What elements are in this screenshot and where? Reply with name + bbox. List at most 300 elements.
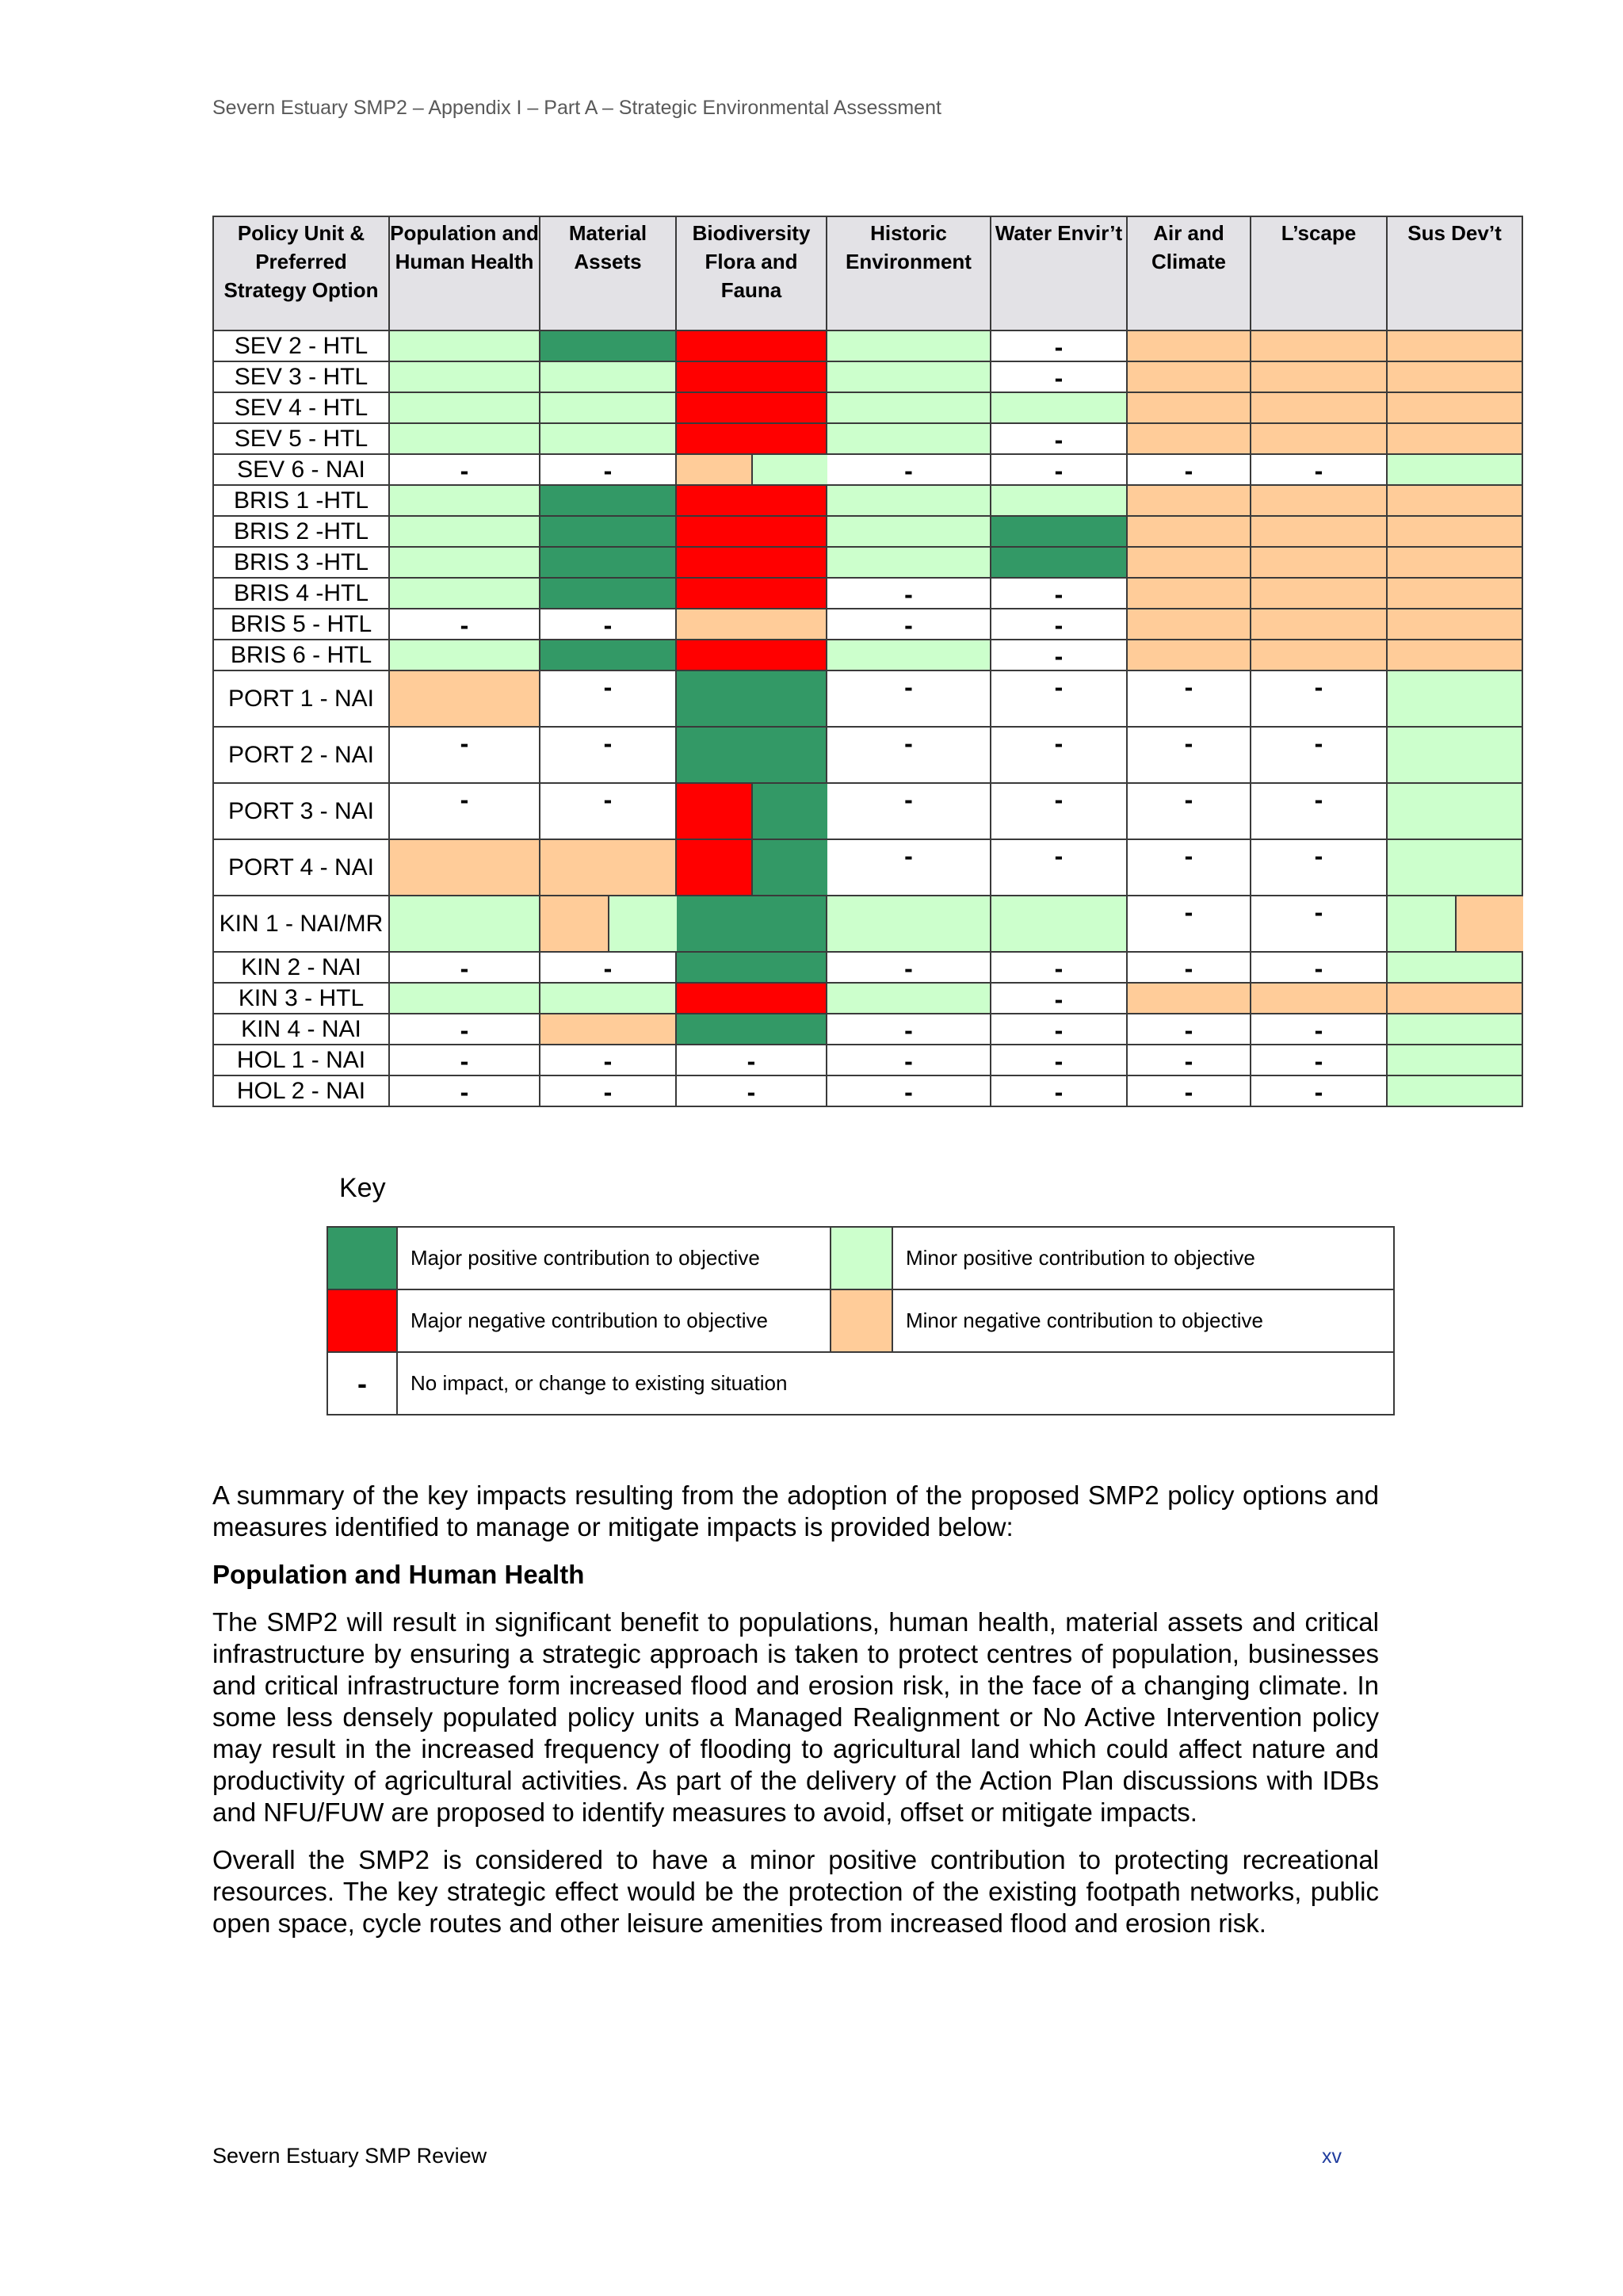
rating-fill	[1128, 393, 1250, 422]
no-impact-mark: -	[603, 611, 613, 640]
rating-fill	[540, 362, 675, 392]
no-impact-mark: -	[1054, 364, 1064, 392]
rating-fill	[1251, 640, 1386, 670]
policy-unit-cell: SEV 4 - HTL	[213, 392, 389, 423]
no-impact-mark: -	[904, 1078, 913, 1106]
no-impact-mark: -	[904, 729, 913, 758]
assessment-cell	[827, 983, 991, 1014]
table-row	[213, 361, 1522, 392]
assessment-cell	[1387, 454, 1522, 485]
col-header: Biodiversity Flora and Fauna	[676, 216, 827, 330]
assessment-cell	[827, 609, 991, 640]
assessment-cell	[991, 330, 1127, 361]
no-impact-mark: -	[460, 1047, 469, 1075]
rating-fill	[677, 671, 826, 726]
no-impact-symbol: -	[327, 1352, 397, 1415]
assessment-cell	[1387, 839, 1522, 896]
assessment-cell	[1387, 983, 1522, 1014]
policy-unit-cell: BRIS 2 -HTL	[213, 516, 389, 547]
assessment-cell	[827, 1075, 991, 1106]
rating-fill	[1251, 331, 1386, 361]
policy-unit-cell: KIN 1 - NAI/MR	[213, 896, 389, 952]
rating-fill	[1128, 548, 1250, 577]
assessment-cell	[1127, 516, 1251, 547]
table-row	[213, 983, 1522, 1014]
assessment-cell	[1127, 609, 1251, 640]
rating-fill	[390, 362, 539, 392]
assessment-cell	[389, 361, 540, 392]
assessment-cell	[991, 783, 1127, 839]
col-header: Historic Environment	[827, 216, 991, 330]
assessment-cell	[1387, 896, 1522, 952]
assessment-cell	[540, 361, 676, 392]
rating-fill	[390, 579, 539, 608]
rating-fill	[390, 393, 539, 422]
rating-fill	[751, 840, 827, 895]
assessment-cell	[676, 1045, 827, 1075]
matrix-body	[213, 330, 1522, 1106]
assessment-cell	[1127, 1045, 1251, 1075]
assessment-cell	[827, 578, 991, 609]
rating-fill	[1388, 984, 1522, 1013]
assessment-cell	[1387, 727, 1522, 783]
assessment-cell	[389, 952, 540, 983]
assessment-cell	[1127, 392, 1251, 423]
assessment-cell	[1387, 783, 1522, 839]
assessment-cell	[1127, 896, 1251, 952]
rating-fill	[1128, 486, 1250, 515]
table-row	[213, 952, 1522, 983]
assessment-cell	[1387, 423, 1522, 454]
table-row	[213, 485, 1522, 516]
assessment-cell	[991, 952, 1127, 983]
rating-fill	[677, 896, 826, 951]
assessment-cell	[827, 640, 991, 670]
rating-fill	[1388, 728, 1522, 782]
body-paragraph: The SMP2 will result in significant benefit to populations, human health, material assets and critical infrastructure by ensuring a strategic approach is taken to protect centres of population, businesses and critical infrastructure form increased flood and erosion risk, in the face of a changing climate. In some less densely populated policy units a Managed Realignment or No Active Intervention policy may result in the increased frequency of flooding to agricultural land which could affect nature and productivity of agricultural activities. As part of the delivery of the Action Plan discussions with IDBs and NFU/FUW are proposed to identify measures to avoid, offset or mitigate impacts.	[212, 1607, 1379, 1827]
assessment-cell	[827, 783, 991, 839]
col-header: Population and Human Health	[389, 216, 540, 330]
table-row	[213, 670, 1522, 727]
assessment-cell	[827, 839, 991, 896]
no-impact-mark: -	[1314, 898, 1323, 926]
assessment-cell	[676, 547, 827, 578]
rating-fill	[540, 548, 675, 577]
rating-fill	[1128, 640, 1250, 670]
assessment-cell	[991, 547, 1127, 578]
assessment-cell	[827, 330, 991, 361]
assessment-cell	[991, 983, 1127, 1014]
rating-fill	[1388, 609, 1522, 639]
no-impact-mark: -	[1314, 457, 1323, 485]
assessment-cell	[1387, 516, 1522, 547]
rating-fill	[540, 331, 675, 361]
assessment-cell	[676, 670, 827, 727]
rating-fill	[1388, 548, 1522, 577]
assessment-cell	[389, 454, 540, 485]
assessment-cell	[540, 516, 676, 547]
assessment-cell	[389, 392, 540, 423]
assessment-cell	[389, 1075, 540, 1106]
no-impact-mark: -	[904, 842, 913, 870]
rating-fill	[677, 840, 751, 895]
assessment-cell	[827, 727, 991, 783]
assessment-cell	[676, 578, 827, 609]
rating-fill	[1388, 362, 1522, 392]
header-row	[213, 216, 1522, 330]
rating-fill	[1251, 517, 1386, 546]
assessment-matrix	[212, 216, 1523, 1107]
assessment-cell	[1251, 485, 1387, 516]
rating-fill	[540, 640, 675, 670]
rating-fill	[1388, 896, 1455, 951]
assessment-cell	[676, 983, 827, 1014]
major-positive-label: Major positive contribution to objective	[397, 1227, 831, 1289]
no-impact-mark: -	[460, 729, 469, 758]
no-impact-mark: -	[1184, 842, 1193, 870]
no-impact-mark: -	[1184, 1016, 1193, 1045]
policy-unit-cell: KIN 3 - HTL	[213, 983, 389, 1014]
no-impact-mark: -	[1054, 611, 1064, 640]
assessment-cell	[389, 896, 540, 952]
assessment-cell	[1127, 361, 1251, 392]
no-impact-mark: -	[1054, 673, 1064, 701]
assessment-cell	[1127, 983, 1251, 1014]
assessment-cell	[676, 330, 827, 361]
assessment-cell	[540, 670, 676, 727]
assessment-cell	[991, 392, 1127, 423]
no-impact-mark: -	[1314, 673, 1323, 701]
rating-fill	[991, 393, 1126, 422]
table-row	[213, 578, 1522, 609]
assessment-cell	[540, 983, 676, 1014]
rating-fill	[540, 840, 675, 895]
assessment-cell	[676, 952, 827, 983]
table-row	[213, 727, 1522, 783]
table-row	[213, 454, 1522, 485]
assessment-cell	[1251, 330, 1387, 361]
footer-title: Severn Estuary SMP Review	[212, 2144, 487, 2168]
major-negative-swatch	[327, 1289, 397, 1352]
rating-fill	[677, 517, 826, 546]
no-impact-mark: -	[1054, 985, 1064, 1014]
table-row	[213, 516, 1522, 547]
assessment-cell	[991, 516, 1127, 547]
rating-fill	[390, 548, 539, 577]
rating-fill	[540, 517, 675, 546]
assessment-cell	[991, 640, 1127, 670]
assessment-cell	[991, 896, 1127, 952]
no-impact-mark: -	[1054, 642, 1064, 670]
assessment-cell	[827, 670, 991, 727]
rating-fill	[677, 640, 826, 670]
assessment-cell	[1251, 640, 1387, 670]
assessment-cell	[1387, 578, 1522, 609]
no-impact-mark: -	[603, 457, 613, 485]
assessment-cell	[540, 839, 676, 896]
no-impact-mark: -	[460, 611, 469, 640]
assessment-cell	[1127, 485, 1251, 516]
assessment-cell	[676, 423, 827, 454]
col-header: Policy Unit & Preferred Strategy Option	[213, 216, 389, 330]
rating-fill	[390, 486, 539, 515]
assessment-cell	[389, 547, 540, 578]
rating-fill	[1128, 362, 1250, 392]
assessment-cell	[1251, 609, 1387, 640]
assessment-cell	[1127, 952, 1251, 983]
assessment-cell	[1387, 1045, 1522, 1075]
policy-unit-cell: KIN 2 - NAI	[213, 952, 389, 983]
no-impact-mark: -	[1314, 785, 1323, 814]
rating-fill	[1251, 984, 1386, 1013]
no-impact-mark: -	[460, 1078, 469, 1106]
no-impact-mark: -	[1054, 842, 1064, 870]
key-title: Key	[339, 1173, 386, 1203]
assessment-cell	[1251, 578, 1387, 609]
assessment-cell	[389, 516, 540, 547]
rating-fill	[390, 517, 539, 546]
rating-fill	[991, 548, 1126, 577]
assessment-cell	[540, 547, 676, 578]
rating-fill	[1388, 1045, 1522, 1075]
assessment-cell	[827, 392, 991, 423]
rating-fill	[1388, 455, 1522, 484]
policy-unit-cell: PORT 2 - NAI	[213, 727, 389, 783]
rating-fill	[827, 896, 990, 951]
assessment-cell	[991, 578, 1127, 609]
assessment-cell	[389, 783, 540, 839]
assessment-cell	[389, 1045, 540, 1075]
assessment-cell	[1387, 330, 1522, 361]
minor-positive-label: Minor positive contribution to objective	[892, 1227, 1394, 1289]
rating-fill	[991, 517, 1126, 546]
no-impact-mark: -	[1184, 954, 1193, 983]
rating-fill	[827, 393, 990, 422]
no-impact-label: No impact, or change to existing situation	[397, 1352, 1394, 1415]
rating-fill	[827, 362, 990, 392]
rating-fill	[677, 579, 826, 608]
page-number: xv	[1322, 2145, 1342, 2168]
assessment-cell	[1127, 783, 1251, 839]
assessment-cell	[1387, 1075, 1522, 1106]
no-impact-mark: -	[603, 729, 613, 758]
no-impact-mark: -	[1184, 898, 1193, 926]
rating-fill	[827, 640, 990, 670]
no-impact-mark: -	[904, 954, 913, 983]
assessment-cell	[1251, 454, 1387, 485]
assessment-cell	[827, 361, 991, 392]
policy-unit-cell: SEV 6 - NAI	[213, 454, 389, 485]
rating-fill	[1388, 953, 1522, 982]
assessment-cell	[827, 547, 991, 578]
assessment-cell	[1251, 423, 1387, 454]
rating-fill	[677, 984, 826, 1013]
no-impact-mark: -	[460, 457, 469, 485]
table-row	[213, 640, 1522, 670]
assessment-cell	[389, 727, 540, 783]
rating-fill	[1128, 984, 1250, 1013]
no-impact-mark: -	[1184, 1078, 1193, 1106]
no-impact-mark: -	[1054, 333, 1064, 361]
assessment-cell	[676, 485, 827, 516]
rating-fill	[1128, 331, 1250, 361]
assessment-cell	[991, 670, 1127, 727]
rating-fill	[540, 1014, 675, 1044]
rating-fill	[1251, 362, 1386, 392]
rating-fill	[1251, 393, 1386, 422]
policy-unit-cell: BRIS 6 - HTL	[213, 640, 389, 670]
table-row	[213, 1014, 1522, 1045]
assessment-cell	[1251, 839, 1387, 896]
policy-unit-cell: PORT 4 - NAI	[213, 839, 389, 896]
rating-fill	[1251, 548, 1386, 577]
assessment-cell	[540, 952, 676, 983]
no-impact-mark: -	[1054, 1047, 1064, 1075]
no-impact-mark: -	[603, 785, 613, 814]
rating-fill	[390, 896, 539, 951]
body-paragraph: Overall the SMP2 is considered to have a minor positive contribution to protecting recreational resources. The key strategic effect would be the protection of the existing footpath networks, public open space, cycle routes and other leisure amenities from increased flood and erosion risk.	[212, 1845, 1379, 1938]
intro-paragraph: A summary of the key impacts resulting from the adoption of the proposed SMP2 policy options and measures identified to manage or mitigate impacts is provided below:	[212, 1480, 1379, 1541]
rating-fill	[677, 362, 826, 392]
assessment-cell	[676, 1014, 827, 1045]
rating-fill	[1388, 424, 1522, 453]
table-row	[213, 609, 1522, 640]
table-row	[213, 392, 1522, 423]
table-row	[213, 783, 1522, 839]
rating-fill	[827, 984, 990, 1013]
rating-fill	[1455, 896, 1524, 951]
rating-fill	[677, 1014, 826, 1044]
assessment-cell	[540, 609, 676, 640]
assessment-cell	[540, 485, 676, 516]
assessment-cell	[540, 423, 676, 454]
assessment-cell	[540, 578, 676, 609]
no-impact-mark: -	[1184, 785, 1193, 814]
assessment-cell	[827, 1014, 991, 1045]
policy-unit-cell: KIN 4 - NAI	[213, 1014, 389, 1045]
rating-fill	[1251, 579, 1386, 608]
rating-fill	[540, 579, 675, 608]
assessment-cell	[389, 330, 540, 361]
no-impact-mark: -	[1314, 1078, 1323, 1106]
assessment-cell	[1387, 392, 1522, 423]
no-impact-mark: -	[1054, 1016, 1064, 1045]
no-impact-mark: -	[1184, 729, 1193, 758]
no-impact-mark: -	[747, 1078, 756, 1106]
rating-fill	[1388, 486, 1522, 515]
rating-fill	[677, 393, 826, 422]
rating-fill	[390, 671, 539, 726]
policy-unit-cell: SEV 5 - HTL	[213, 423, 389, 454]
rating-fill	[991, 486, 1126, 515]
no-impact-mark: -	[904, 457, 913, 485]
no-impact-mark: -	[460, 785, 469, 814]
rating-fill	[827, 548, 990, 577]
rating-fill	[827, 424, 990, 453]
assessment-cell	[540, 896, 676, 952]
no-impact-mark: -	[1054, 457, 1064, 485]
assessment-cell	[827, 423, 991, 454]
assessment-cell	[827, 454, 991, 485]
col-header: Water Envir’t	[991, 216, 1127, 330]
assessment-cell	[1251, 547, 1387, 578]
table-row	[213, 896, 1522, 952]
assessment-cell	[540, 454, 676, 485]
no-impact-mark: -	[904, 611, 913, 640]
no-impact-mark: -	[1314, 842, 1323, 870]
no-impact-mark: -	[1054, 729, 1064, 758]
assessment-cell	[676, 1075, 827, 1106]
assessment-cell	[1127, 727, 1251, 783]
minor-negative-label: Minor negative contribution to objective	[892, 1289, 1394, 1352]
rating-fill	[677, 784, 751, 839]
rating-fill	[540, 424, 675, 453]
assessment-cell	[1127, 1014, 1251, 1045]
rating-fill	[827, 517, 990, 546]
assessment-cell	[991, 609, 1127, 640]
no-impact-mark: -	[904, 673, 913, 701]
assessment-cell	[1387, 485, 1522, 516]
assessment-cell	[1251, 1075, 1387, 1106]
rating-fill	[1128, 609, 1250, 639]
assessment-cell	[1251, 516, 1387, 547]
assessment-cell	[827, 1045, 991, 1075]
assessment-cell	[991, 454, 1127, 485]
no-impact-mark: -	[603, 1078, 613, 1106]
assessment-cell	[1127, 423, 1251, 454]
no-impact-mark: -	[1184, 1047, 1193, 1075]
rating-fill	[1388, 1076, 1522, 1106]
rating-fill	[1251, 609, 1386, 639]
table-row	[213, 839, 1522, 896]
rating-fill	[751, 784, 827, 839]
assessment-cell	[1387, 1014, 1522, 1045]
policy-unit-cell: PORT 3 - NAI	[213, 783, 389, 839]
rating-fill	[1388, 671, 1522, 726]
minor-positive-swatch	[831, 1227, 892, 1289]
assessment-cell	[1387, 640, 1522, 670]
key-table	[327, 1226, 1395, 1415]
rating-fill	[827, 486, 990, 515]
col-header: Sus Dev’t	[1387, 216, 1522, 330]
key-row	[327, 1289, 1394, 1352]
rating-fill	[1388, 393, 1522, 422]
assessment-cell	[1387, 670, 1522, 727]
no-impact-mark: -	[1314, 954, 1323, 983]
assessment-cell	[1251, 983, 1387, 1014]
policy-unit-cell: PORT 1 - NAI	[213, 670, 389, 727]
rating-fill	[1251, 486, 1386, 515]
body-section	[212, 1480, 1379, 1955]
major-negative-label: Major negative contribution to objective	[397, 1289, 831, 1352]
no-impact-mark: -	[460, 1016, 469, 1045]
assessment-cell	[676, 727, 827, 783]
assessment-cell	[1251, 361, 1387, 392]
rating-fill	[677, 728, 826, 782]
assessment-cell	[1127, 547, 1251, 578]
no-impact-mark: -	[1054, 426, 1064, 454]
assessment-cell	[991, 423, 1127, 454]
assessment-cell	[389, 1014, 540, 1045]
policy-unit-cell: HOL 1 - NAI	[213, 1045, 389, 1075]
assessment-cell	[389, 423, 540, 454]
assessment-cell	[540, 640, 676, 670]
assessment-cell	[389, 983, 540, 1014]
no-impact-mark: -	[603, 673, 613, 701]
rating-fill	[1128, 517, 1250, 546]
assessment-cell	[389, 578, 540, 609]
assessment-cell	[827, 485, 991, 516]
